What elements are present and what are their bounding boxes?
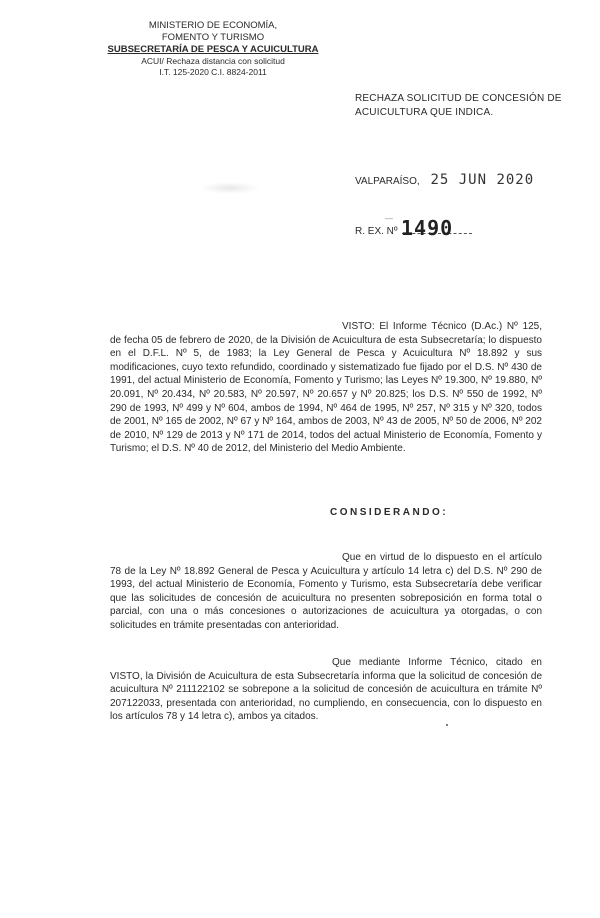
considerando-section-1	[110, 551, 542, 633]
stamp-mark: —	[385, 214, 393, 223]
considerando-heading: CONSIDERANDO:	[330, 507, 449, 518]
place-date	[355, 172, 534, 188]
scan-speck	[446, 724, 448, 726]
ministry-name: MINISTERIO DE ECONOMÍA,	[148, 20, 278, 31]
considerando-section-2	[110, 656, 542, 724]
visto-paragraph: VISTO: El Informe Técnico (D.Ac.) Nº 125, de fecha 05 de febrero de 2020, de la División de Acuicultura de esta Subsecretaría; lo dispuesto en el D.F.L. Nº 5, de 1983; la Ley General de Pesca y Acuicultura Nº 18.892 y sus modificaciones, cuyo texto refundido, coordinado y sistematizado fue fijado por el D.S. Nº 430 de 1991, del actual Ministerio de Economía, Fomento y Turismo; las Leyes Nº 19.300, Nº 19.880, Nº 20.091, Nº 20.434, Nº 20.583, Nº 20.597, Nº 20.657 y Nº 20.825; los D.S. Nº 550 de 1992, Nº 290 de 1993, Nº 499 y Nº 604, ambos de 1994, Nº 464 de 1995, Nº 257, Nº 315 y Nº 320, todos de 2001, Nº 165 de 2002, Nº 67 y Nº 164, ambos de 2003, Nº 43 de 2005, Nº 50 de 2006, Nº 202 de 2010, Nº 129 de 2013 y Nº 171 de 2014, todos del actual Ministerio de Economía, Fomento y Turismo; el D.S. Nº 40 de 2012, del Ministerio del Medio Ambiente.	[110, 321, 542, 455]
considerando-paragraph-2: Que mediante Informe Técnico, citado en VISTO, la División de Acuicultura de esta Subsecretaría informa que la solicitud de concesión de acuicultura Nº 211122102 se sobrepone a la solicitud de concesión de acuicultura en trámite Nº 207122033, presentada con anterioridad, no cumpliendo, en consecuencia, con lo dispuesto en los artículos 78 y 14 letra c), ambos ya citados.	[110, 657, 542, 723]
resolution-number	[355, 214, 472, 240]
visto-section	[110, 320, 542, 456]
document-subject: RECHAZA SOLICITUD DE CONCESIÓN DE ACUICULTURA QUE INDICA.	[355, 93, 562, 118]
reference-line: ACUI/ Rechaza distancia con solicitud	[141, 56, 285, 66]
considerando-paragraph-1: Que en virtud de lo dispuesto en el artículo 78 de la Ley Nº 18.892 General de Pesca y Acuicultura y artículo 14 letra c) del D.S. Nº 290 de 1993, del actual Ministerio de Economía, Fomento y Turismo, esta Subsecretaría debe verificar que las solicitudes de concesión de acuicultura no presenten sobreposición en forma total o parcial, con una o más concesiones o autorizaciones de acuicultura ya otorgadas, o con solicitudes en trámite presentadas con anterioridad.	[110, 552, 542, 631]
city: VALPARAÍSO,	[355, 176, 420, 187]
letterhead	[88, 20, 338, 78]
scan-smudge	[200, 182, 260, 194]
ministry-name-line2: FOMENTO Y TURISMO	[161, 32, 265, 43]
resolution-stamp-number: 1490	[401, 216, 454, 240]
resolution-label: R. EX. Nº	[355, 226, 398, 237]
subsecretaria-name: SUBSECRETARÍA DE PESCA Y ACUICULTURA	[107, 44, 319, 55]
date-stamp: 25 JUN 2020	[430, 172, 535, 188]
reference-code: I.T. 125-2020 C.I. 8824-2011	[159, 67, 267, 77]
